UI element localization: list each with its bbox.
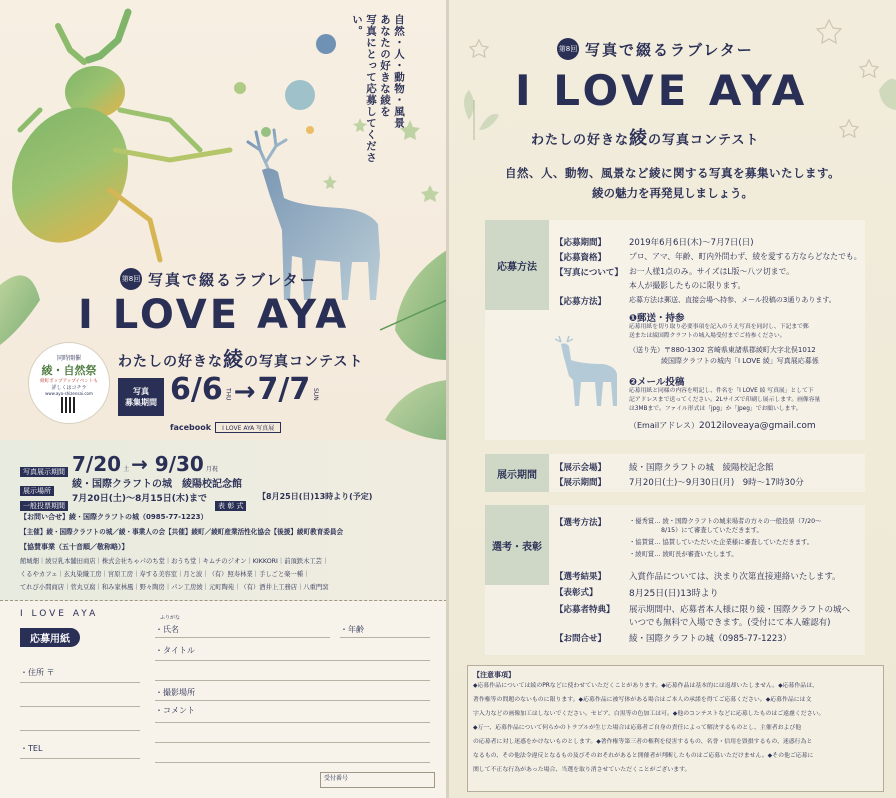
exhibit-end: → 9/30 (131, 452, 204, 476)
name-field[interactable] (155, 637, 330, 638)
address-field-2[interactable] (20, 706, 140, 707)
end-date: 7/7 (257, 372, 311, 407)
photo-title-field-2[interactable] (155, 680, 430, 681)
period-dates (170, 372, 319, 407)
address-field-3[interactable] (20, 730, 140, 731)
tel-field[interactable] (20, 758, 140, 759)
select-result-key: 【選考結果】 (555, 572, 607, 582)
back-contest-name-post: の写真コンテスト (648, 133, 760, 148)
sponsor-line: くるやカフェ｜玄丸染織工房｜宮原工房｜寿する美容室｜月と波｜（有）照寿林業｜手しごと楽一種｜ (20, 571, 310, 578)
apply-photo-key: 【写真について】 (555, 268, 623, 278)
notes-line: なるもの、その他法令違反となるもの及びそのおそれがあると開催者が判断したものはご応募いただけません。◆その他ご応募に (473, 753, 814, 759)
apply-section-label: 応募方法 (485, 220, 549, 310)
comment-field[interactable] (155, 722, 430, 723)
venue-tag-text: 展示場所 (20, 486, 54, 496)
apply-quality-value: プロ、アマ、年齢、町内外問わず、綾を愛する方ならどなたでも。 (629, 252, 862, 261)
exhibit-section-label: 展示期間 (485, 454, 549, 492)
period-label-1: 写真 (133, 387, 149, 396)
tagline-line-2: あなたの好きな綾を (379, 14, 391, 118)
period-label-box (118, 378, 164, 416)
receipt-number-box: 受付番号 (320, 772, 435, 788)
back-title: I LOVE AYA (515, 66, 809, 115)
select-method-3: ・綾町賞… 綾町長が審査いたします。 (629, 551, 738, 558)
age-field[interactable] (340, 637, 430, 638)
contest-name-aya: 綾 (223, 347, 244, 371)
back-edition-badge: 第8回 (557, 38, 579, 60)
vote-tag (20, 493, 68, 512)
notes-line: の応募者に対し迷惑をかけないものとします。◆著作権等第三者の権利を侵害するもの、名誉・信用を毀損するもの、迷惑行為と (473, 739, 813, 745)
form-name-label: ・氏名 (155, 625, 179, 634)
select-method-2: ・協賛賞… 協賛していただいた企業様に審査していただきます。 (629, 539, 814, 546)
front-subtitle: 写真で綴るラブレター (148, 270, 317, 289)
notes-line: 著作権等の問題のないものに限ります。◆応募作品に被写体がある場合はご本人の承諾を得てご応募ください。◆応募作品には文 (473, 697, 812, 703)
method-1-title: ❶郵送・持参 (629, 313, 685, 324)
edition-badge: 第8回 (120, 268, 142, 290)
back-contest-name-pre: わたしの好きな (531, 133, 630, 148)
method-1-address-1: （送り先）〒880-1302 宮崎県東諸県郡綾町大字北俣1012 (629, 346, 816, 354)
award-section-label: 選考・表彰 (485, 505, 549, 585)
exhibit-period-tag (20, 459, 68, 478)
festival-line-1: 同時開催 (56, 355, 81, 362)
deer-icon (551, 336, 623, 410)
exhibit-period-key: 【展示期間】 (555, 478, 607, 488)
facebook-search[interactable] (170, 422, 281, 433)
comment-field-2[interactable] (155, 742, 430, 743)
start-date: 6/6 (170, 372, 223, 407)
contest-name-pre: わたしの好きな (118, 354, 223, 370)
location-field[interactable] (155, 700, 430, 701)
back-contest-name-aya: 綾 (629, 128, 649, 149)
form-comment-label: ・コメント (155, 706, 195, 715)
apply-period-value: 2019年6月6日(木)〜7月7日(日) (629, 238, 754, 248)
sponsor-title: 【協賛事業（五十音順／敬称略）】 (20, 543, 129, 551)
form-furigana: ふりがな (160, 615, 181, 621)
apply-period-key: 【応募期間】 (555, 238, 607, 248)
front-contest-name (118, 343, 363, 372)
form-tel-label: ・TEL (20, 744, 43, 753)
beetle-illustration (0, 12, 230, 262)
award-tag-text: 表 彰 式 (215, 501, 246, 511)
festival-line-3: 詳しくはコチラ (51, 385, 87, 391)
facebook-search-box: I LOVE AYA 写真展 (215, 422, 281, 433)
award-key: 【表彰式】 (555, 588, 598, 598)
exhibit-venue-value: 綾・国際クラフトの城 綾陽校記念館 (629, 463, 774, 473)
back-subtitle: 写真で綴るラブレター (585, 40, 754, 59)
back-contest-name (531, 124, 760, 150)
nature-festival-badge[interactable] (28, 342, 110, 424)
method-2-text-1: 応募用紙と同様の内容を明記し、件名を「I LOVE 綾 写真展」として下 (629, 388, 814, 394)
qr-code-icon (61, 397, 77, 413)
award-privilege-value-2: いつでも無料で入場できます。(受付にて本人確認有) (629, 618, 831, 628)
address-field[interactable] (20, 682, 140, 683)
exhibit-venue-key: 【展示会場】 (555, 463, 607, 473)
award-privilege-value-1: 展示期間中、応募者本人様に限り綾・国際クラフトの城へ (629, 605, 851, 615)
form-photo-title-label: ・タイトル (155, 646, 195, 655)
email-row (629, 420, 816, 431)
comment-field-3[interactable] (155, 762, 430, 763)
select-method-key: 【選考方法】 (555, 518, 607, 528)
organizers-line: 【主催】綾・国際クラフトの城／綾・事業人の会【共催】綾町／綾町産業活性化協会【後援】綾町教育委員会 (20, 528, 344, 536)
end-dow: SUN (312, 388, 320, 401)
select-result-value: 入賞作品については、決まり次第直接連絡いたします。 (629, 572, 841, 582)
method-1-address-2: 綾国際クラフトの城内「I LOVE 綾」写真展応募係 (661, 357, 819, 365)
apply-photo-value-2: 本人が撮影したものに限ります。 (629, 281, 746, 290)
front-subtitle-row (120, 268, 317, 290)
vote-tag-text: 一般投票期間 (20, 501, 68, 511)
notes-line: 字入力などの画像加工はしないでください。セピア、白黒等の色加工は可。◆他のコンテストなどに応募したものはご遠慮ください。 (473, 711, 825, 717)
apply-photo-value-1: お一人様1点のみ。サイズはL版〜八ツ切まで。 (629, 267, 794, 276)
exhibit-period-tag-text: 写真展示期間 (20, 467, 68, 477)
form-location-label: ・撮影場所 (155, 688, 195, 697)
notes-line: ◆応募作品については綾のPRなどに使わせていただくことがあります。◆応募作品は基本的には返却いたしません。◆応募作品は、 (473, 683, 818, 689)
notes-line: ◆万一、応募作品について何らかのトラブルが生じた場合は応募者ご自身の責任によって解決するものとし、主催者および他 (473, 725, 802, 731)
contact-key: 【お問合せ】 (555, 634, 607, 644)
flyer-back (449, 0, 896, 798)
method-2-text-3: は3MBまで。ファイル形式は「jpg」か「jpeg」でお願いします。 (629, 406, 802, 412)
notes-title: 【注意事項】 (473, 671, 515, 679)
award-tag (215, 493, 246, 512)
start-dow: THU (224, 388, 232, 401)
photo-title-field[interactable] (155, 660, 430, 661)
facebook-label: facebook (170, 423, 212, 432)
festival-title: 綾・自然祭 (41, 364, 97, 377)
award-privilege-key: 【応募者特典】 (555, 605, 615, 615)
front-title: I LOVE AYA (78, 292, 350, 338)
email-link[interactable]: 2012iloveaya@gmail.com (698, 421, 816, 431)
form-address-label: ・住所 〒 (20, 668, 55, 677)
sponsor-line: てれび小間商店｜菅丸豆腐｜和み家林風｜野々陶房｜パン工房綾｜元町陶苑｜（有）酒井上工務店｜八重門窯 (20, 584, 329, 591)
venue: 綾・国際クラフトの城 綾陽校記念館 (72, 479, 242, 490)
flyer-front (0, 0, 447, 798)
vertical-tagline (350, 14, 406, 184)
exhibit-start-dow: 土 (123, 466, 130, 473)
contact-value: 綾・国際クラフトの城（0985-77-1223） (629, 634, 792, 644)
notes-line: 関して不正な行為があった場合、当選を取り消させていただくことがございます。 (473, 767, 691, 773)
exhibit-period-dates (72, 452, 218, 476)
contest-name-post: の写真コンテスト (244, 354, 364, 370)
exhibit-start: 7/20 (72, 452, 122, 476)
festival-url: www.aya-shizensai.com (45, 391, 93, 396)
festival-line-2: 綾町ポップアップイベントも (40, 379, 98, 384)
award-date: 【8月25日(日)13時より(予定) (258, 492, 373, 501)
form-title: I LOVE AYA (20, 609, 99, 619)
method-2-title: ❷メール投稿 (629, 377, 685, 388)
intro-line-2: 綾の魅力を再発見しましょう。 (592, 186, 753, 200)
select-method-1a: ・優秀賞… 綾・国際クラフトの城来場者の方々の一般投票（7/20〜 (629, 518, 822, 525)
method-2-text-2: 記アドレスまで送ってください。2Lサイズで印刷し展示します。画像容量 (629, 397, 821, 403)
apply-method-value: 応募方法は郵送、直接会場へ持参、メール投稿の3通りあります。 (629, 296, 836, 304)
email-label: （Emailアドレス） (629, 421, 699, 430)
period-label-2: 募集期間 (125, 398, 157, 407)
tagline-line-1: 自然・人・動物・風景 (393, 14, 405, 129)
intro-line-1: 自然、人、動物、風景など綾に関する写真を募集いたします。 (504, 166, 841, 180)
back-subtitle-row (557, 38, 754, 60)
tagline-line-3: 写真にとって応募してください。 (351, 14, 377, 164)
exhibit-period-value: 7月20日(土)〜9月30日(月) 9時〜17時30分 (629, 478, 804, 488)
method-1-text-1: 応募用紙を切り取り必要事項を記入のうえ写真を同封し、下記まで郵 (629, 324, 809, 330)
award-value: 8月25日(日)13時より (629, 589, 719, 599)
form-heading: 応募用紙 (20, 628, 80, 647)
apply-method-key: 【応募方法】 (555, 297, 607, 307)
exhibit-end-dow: 月祝 (205, 466, 218, 473)
contact-line: 【お問い合せ】綾・国際クラフトの城（0985-77-1223） (20, 513, 208, 521)
period-arrow: → (233, 377, 256, 407)
form-age-label: ・年齢 (340, 625, 364, 634)
sponsor-line: 館城畑｜綾豆乳本舗田商店｜株式会社ちゃパのち堂｜おうち堂｜キムチのジオン｜KIKKORI｜前頂鉄木工芸｜ (20, 558, 329, 565)
vote-period: 7月20日(土)〜8月15日(木)まで (72, 494, 208, 504)
select-method-1b: 8/15）にて審査していただきます。 (661, 527, 763, 534)
apply-quality-key: 【応募資格】 (555, 253, 607, 263)
method-1-text-2: 送または綾国際クラフトの城入場受付までご持参ください。 (629, 333, 786, 339)
